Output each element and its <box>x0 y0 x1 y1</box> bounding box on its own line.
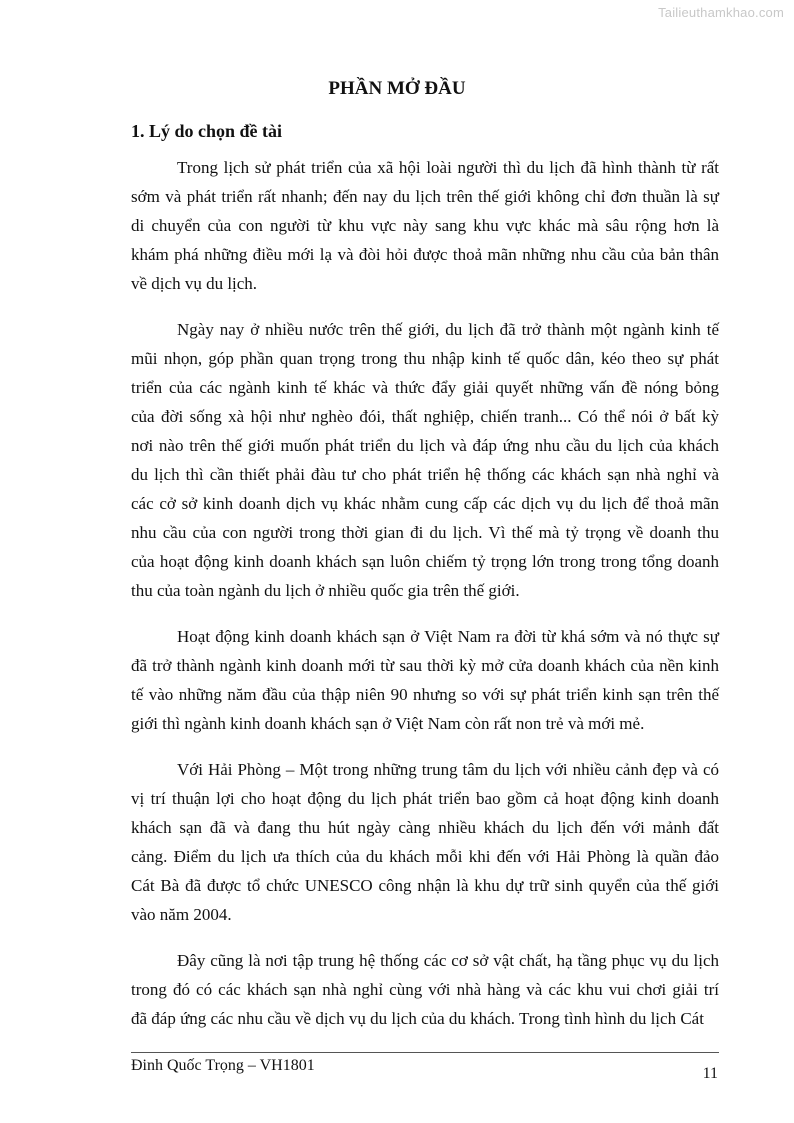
text-line: nơi nào trên thế giới muốn phát triển du lịch và đáp ứng nhu cầu du lịch của khách <box>131 436 719 455</box>
text-line: của hoạt động kinh doanh khách sạn luôn chiếm tỷ trọng lớn trong trong tổng doanh <box>131 552 719 571</box>
text-line: nhu cầu của con người trong thời gian đi du lịch. Vì thế mà tỷ trọng về doanh thu <box>131 523 719 542</box>
text-line: triển của các ngành kinh tế khác và thức đẩy giải quyết những vấn đề nóng bỏng <box>131 378 719 397</box>
text-line: Đây cũng là nơi tập trung hệ thống các cơ sở vật chất, hạ tầng phục vụ du lịch <box>177 951 719 970</box>
paragraph <box>131 946 719 1033</box>
paragraph <box>131 622 719 738</box>
text-line: Hoạt động kinh doanh khách sạn ở Việt Nam ra đời từ khá sớm và nó thực sự <box>177 627 719 646</box>
text-line: tế vào những năm đầu của thập niên 90 nhưng so với sự phát triển kinh sạn trên thế <box>131 685 719 704</box>
footer-author: Đinh Quốc Trọng – VH1801 <box>131 1057 315 1074</box>
text-line: thu của toàn ngành du lịch ở nhiều quốc gia trên thế giới. <box>131 581 520 600</box>
text-line: Với Hải Phòng – Một trong những trung tâm du lịch với nhiều cảnh đẹp và có <box>177 760 719 779</box>
text-line: khách sạn đã và đang thu hút ngày càng nhiều khách du lịch đến với mảnh đất <box>131 818 719 837</box>
watermark: Tailieuthamkhao.com <box>658 5 784 20</box>
text-line: Trong lịch sử phát triển của xã hội loài người thì du lịch đã hình thành từ rất <box>177 158 719 177</box>
paragraph <box>131 315 719 605</box>
text-line: đã trở thành ngành kinh doanh mới từ sau thời kỳ mở cửa doanh khách của nền kinh <box>131 656 719 675</box>
text-line: du lịch thì cần thiết phải đàu tư cho phát triển hệ thống các khách sạn nhà nghỉ và <box>131 465 719 484</box>
section-heading: 1. Lý do chọn đề tài <box>131 121 283 141</box>
page-number: 11 <box>702 1065 718 1082</box>
text-line: các cở sở kinh doanh dịch vụ khác nhằm cung cấp các dịch vụ du lịch để thoả mãn <box>131 494 719 513</box>
paragraph <box>131 755 719 929</box>
page-title: PHẦN MỞ ĐẦU <box>328 78 466 99</box>
text-line: sớm và phát triển rất nhanh; đến nay du lịch trên thế giới không chỉ đơn thuần là sự <box>131 187 719 206</box>
text-line: Ngày nay ở nhiều nước trên thế giới, du lịch đã trở thành một ngành kinh tế <box>177 320 719 339</box>
paragraph <box>131 153 719 298</box>
text-line: mũi nhọn, góp phần quan trọng trong thu nhập kinh tế quốc dân, kéo theo sự phát <box>131 349 719 368</box>
text-line: của đời sống xà hội như nghèo đói, thất nghiệp, chiến tranh... Có thể nói ở bất kỳ <box>131 407 719 426</box>
text-line: giới thì ngành kinh doanh khách sạn ở Việt Nam còn rất non trẻ và mới mẻ. <box>131 714 645 733</box>
text-line: vị trí thuận lợi cho hoạt động du lịch phát triển bao gồm cả hoạt động kinh doanh <box>131 789 719 808</box>
text-line: đã đáp ứng các nhu cầu về dịch vụ du lịch của du khách. Trong tình hình du lịch Cát <box>131 1009 704 1028</box>
text-line: trong đó có các khách sạn nhà nghỉ cùng với nhà hàng và các khu vui chơi giải trí <box>131 980 719 999</box>
document-body <box>131 153 719 1050</box>
text-line: vào năm 2004. <box>131 905 232 924</box>
text-line: Cát Bà đã được tổ chức UNESCO công nhận là khu dự trữ sinh quyển của thế giới <box>131 876 719 895</box>
text-line: khám phá những điều mới lạ và đòi hỏi được thoả mãn những nhu cầu của bản thân <box>131 245 719 264</box>
text-line: cảng. Điểm du lịch ưa thích của du khách mỗi khi đến với Hải Phòng là quần đảo <box>131 847 719 866</box>
text-line: về dịch vụ du lịch. <box>131 274 258 293</box>
footer-divider <box>131 1052 719 1053</box>
text-line: di chuyển của con người từ khu vực này sang khu vực khác mà sâu rộng hơn là <box>131 216 719 235</box>
